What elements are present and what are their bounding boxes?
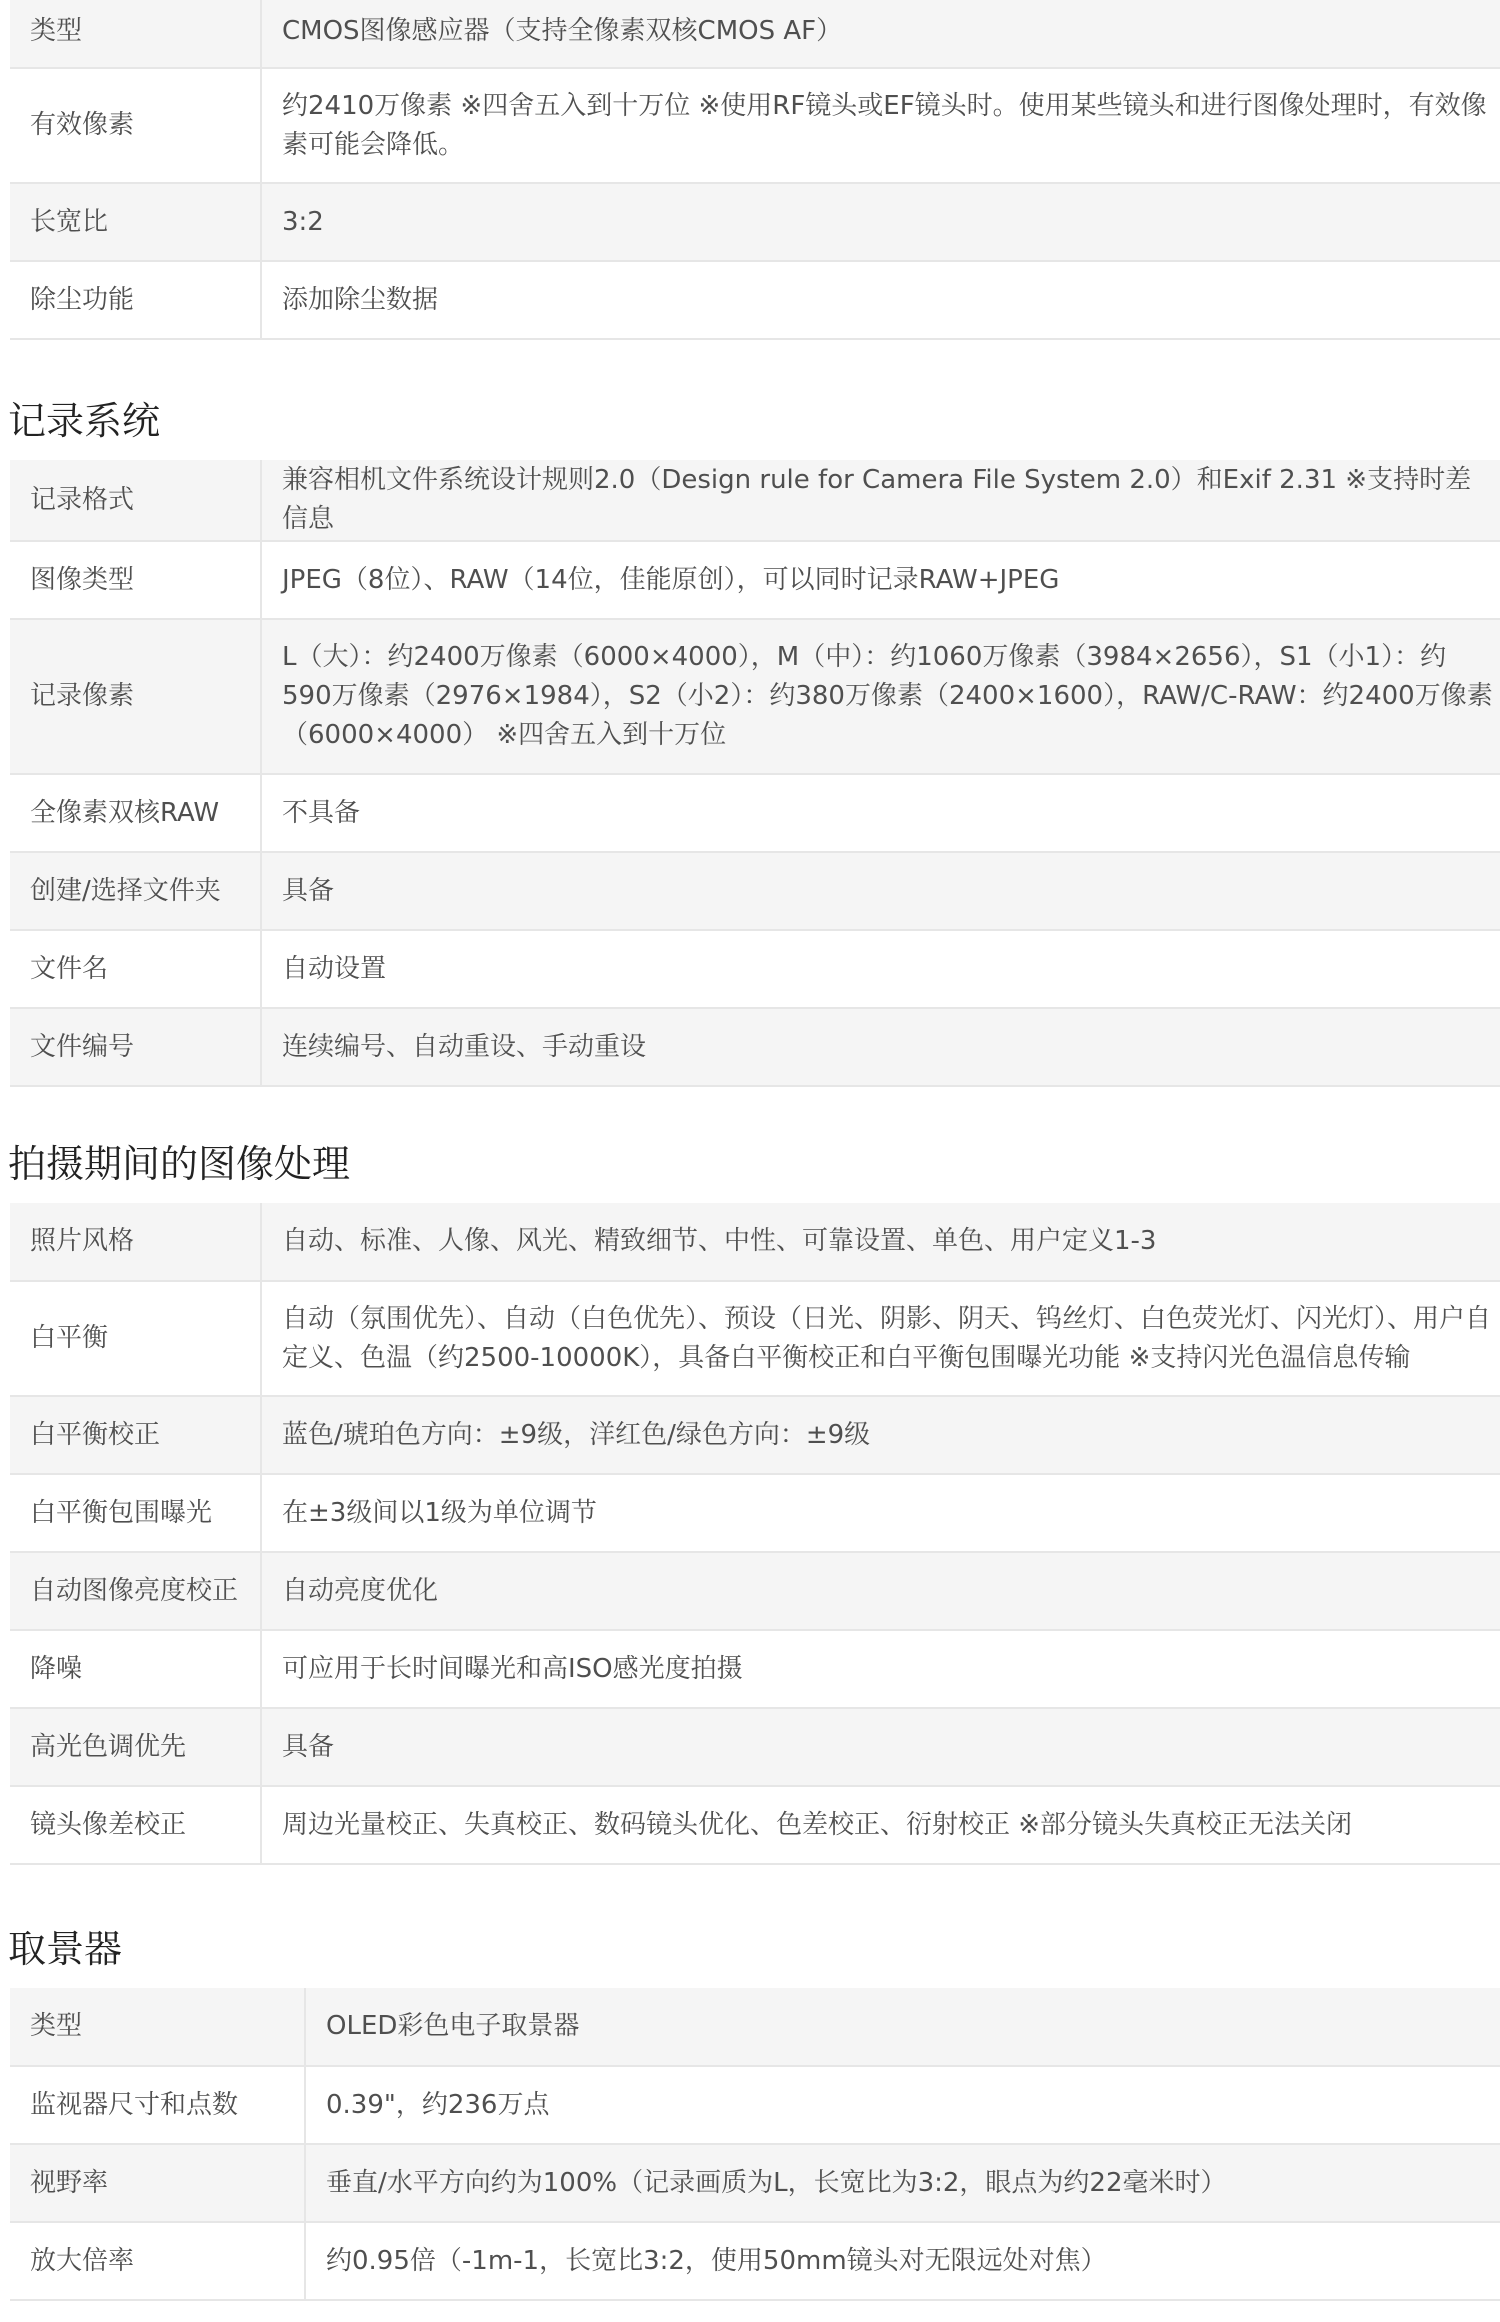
spec-value: L（大）：约2400万像素（6000×4000），M（中）：约1060万像素（3984×2656），S1（小1）：约590万像素（2976×1984），S2（小2）：约380万像素（2400×1600），RAW/C-RAW：约2400万像素（6000×4000） ※四舍五入到十万位 [261, 619, 1500, 774]
spec-value: 具备 [261, 1708, 1500, 1786]
spec-label: 照片风格 [10, 1203, 261, 1281]
spec-value: 3:2 [261, 183, 1500, 261]
spec-label: 记录格式 [10, 460, 261, 541]
spec-label: 自动图像亮度校正 [10, 1552, 261, 1630]
recording-spec-table [10, 460, 1500, 1087]
spec-value: 0.39"，约236万点 [305, 2066, 1500, 2144]
spec-label: 全像素双核RAW [10, 774, 261, 852]
spec-value: 兼容相机文件系统设计规则2.0（Design rule for Camera File System 2.0）和Exif 2.31 ※支持时差信息 [261, 460, 1500, 541]
spec-label: 有效像素 [10, 68, 261, 183]
table-row [10, 619, 1500, 774]
spec-label: 类型 [10, 0, 261, 68]
table-row [10, 1396, 1500, 1474]
spec-label: 白平衡校正 [10, 1396, 261, 1474]
spec-label: 图像类型 [10, 541, 261, 619]
table-row [10, 460, 1500, 541]
table-row [10, 1552, 1500, 1630]
table-row [10, 1008, 1500, 1086]
table-row [10, 1988, 1500, 2066]
table-row [10, 2144, 1500, 2222]
table-row [10, 0, 1500, 68]
spec-label: 类型 [10, 1988, 305, 2066]
spec-label: 白平衡包围曝光 [10, 1474, 261, 1552]
spec-label: 文件编号 [10, 1008, 261, 1086]
spec-value: 自动、标准、人像、风光、精致细节、中性、可靠设置、单色、用户定义1-3 [261, 1203, 1500, 1281]
section-title-processing: 拍摄期间的图像处理 [8, 1142, 351, 1186]
table-row [10, 1203, 1500, 1281]
table-row [10, 852, 1500, 930]
spec-label: 放大倍率 [10, 2222, 305, 2300]
viewfinder-spec-table [10, 1988, 1500, 2301]
table-row [10, 541, 1500, 619]
spec-value: 自动（氛围优先）、自动（白色优先）、预设（日光、阴影、阴天、钨丝灯、白色荧光灯、闪光灯）、用户自定义、色温（约2500-10000K），具备白平衡校正和白平衡包围曝光功能 ※支持闪光色温信息传输 [261, 1281, 1500, 1396]
spec-value: 约0.95倍（-1m-1，长宽比3:2，使用50mm镜头对无限远处对焦） [305, 2222, 1500, 2300]
spec-value: 不具备 [261, 774, 1500, 852]
table-row [10, 1630, 1500, 1708]
table-row [10, 774, 1500, 852]
spec-value: 连续编号、自动重设、手动重设 [261, 1008, 1500, 1086]
spec-label: 创建/选择文件夹 [10, 852, 261, 930]
section-title-viewfinder: 取景器 [8, 1927, 123, 1971]
table-row [10, 1474, 1500, 1552]
spec-value: 添加除尘数据 [261, 261, 1500, 339]
table-row [10, 261, 1500, 339]
spec-value: CMOS图像感应器（支持全像素双核CMOS AF） [261, 0, 1500, 68]
spec-value: 具备 [261, 852, 1500, 930]
section-title-recording: 记录系统 [8, 399, 161, 443]
table-row [10, 1281, 1500, 1396]
table-row [10, 2066, 1500, 2144]
spec-label: 镜头像差校正 [10, 1786, 261, 1864]
table-row [10, 930, 1500, 1008]
spec-label: 降噪 [10, 1630, 261, 1708]
spec-value: JPEG（8位）、RAW（14位，佳能原创），可以同时记录RAW+JPEG [261, 541, 1500, 619]
spec-label: 监视器尺寸和点数 [10, 2066, 305, 2144]
spec-value: OLED彩色电子取景器 [305, 1988, 1500, 2066]
spec-label: 文件名 [10, 930, 261, 1008]
spec-label: 长宽比 [10, 183, 261, 261]
spec-label: 高光色调优先 [10, 1708, 261, 1786]
spec-value: 周边光量校正、失真校正、数码镜头优化、色差校正、衍射校正 ※部分镜头失真校正无法关闭 [261, 1786, 1500, 1864]
table-row [10, 2222, 1500, 2300]
spec-label: 视野率 [10, 2144, 305, 2222]
table-row [10, 1786, 1500, 1864]
spec-value: 自动亮度优化 [261, 1552, 1500, 1630]
spec-value: 蓝色/琥珀色方向：±9级，洋红色/绿色方向：±9级 [261, 1396, 1500, 1474]
sensor-spec-table [10, 0, 1500, 340]
spec-value: 垂直/水平方向约为100%（记录画质为L，长宽比为3:2，眼点为约22毫米时） [305, 2144, 1500, 2222]
spec-value: 自动设置 [261, 930, 1500, 1008]
spec-label: 白平衡 [10, 1281, 261, 1396]
table-row [10, 1708, 1500, 1786]
spec-label: 记录像素 [10, 619, 261, 774]
spec-value: 在±3级间以1级为单位调节 [261, 1474, 1500, 1552]
table-row [10, 183, 1500, 261]
spec-label: 除尘功能 [10, 261, 261, 339]
spec-value: 可应用于长时间曝光和高ISO感光度拍摄 [261, 1630, 1500, 1708]
spec-value: 约2410万像素 ※四舍五入到十万位 ※使用RF镜头或EF镜头时。使用某些镜头和进行图像处理时，有效像素可能会降低。 [261, 68, 1500, 183]
table-row [10, 68, 1500, 183]
processing-spec-table [10, 1203, 1500, 1865]
